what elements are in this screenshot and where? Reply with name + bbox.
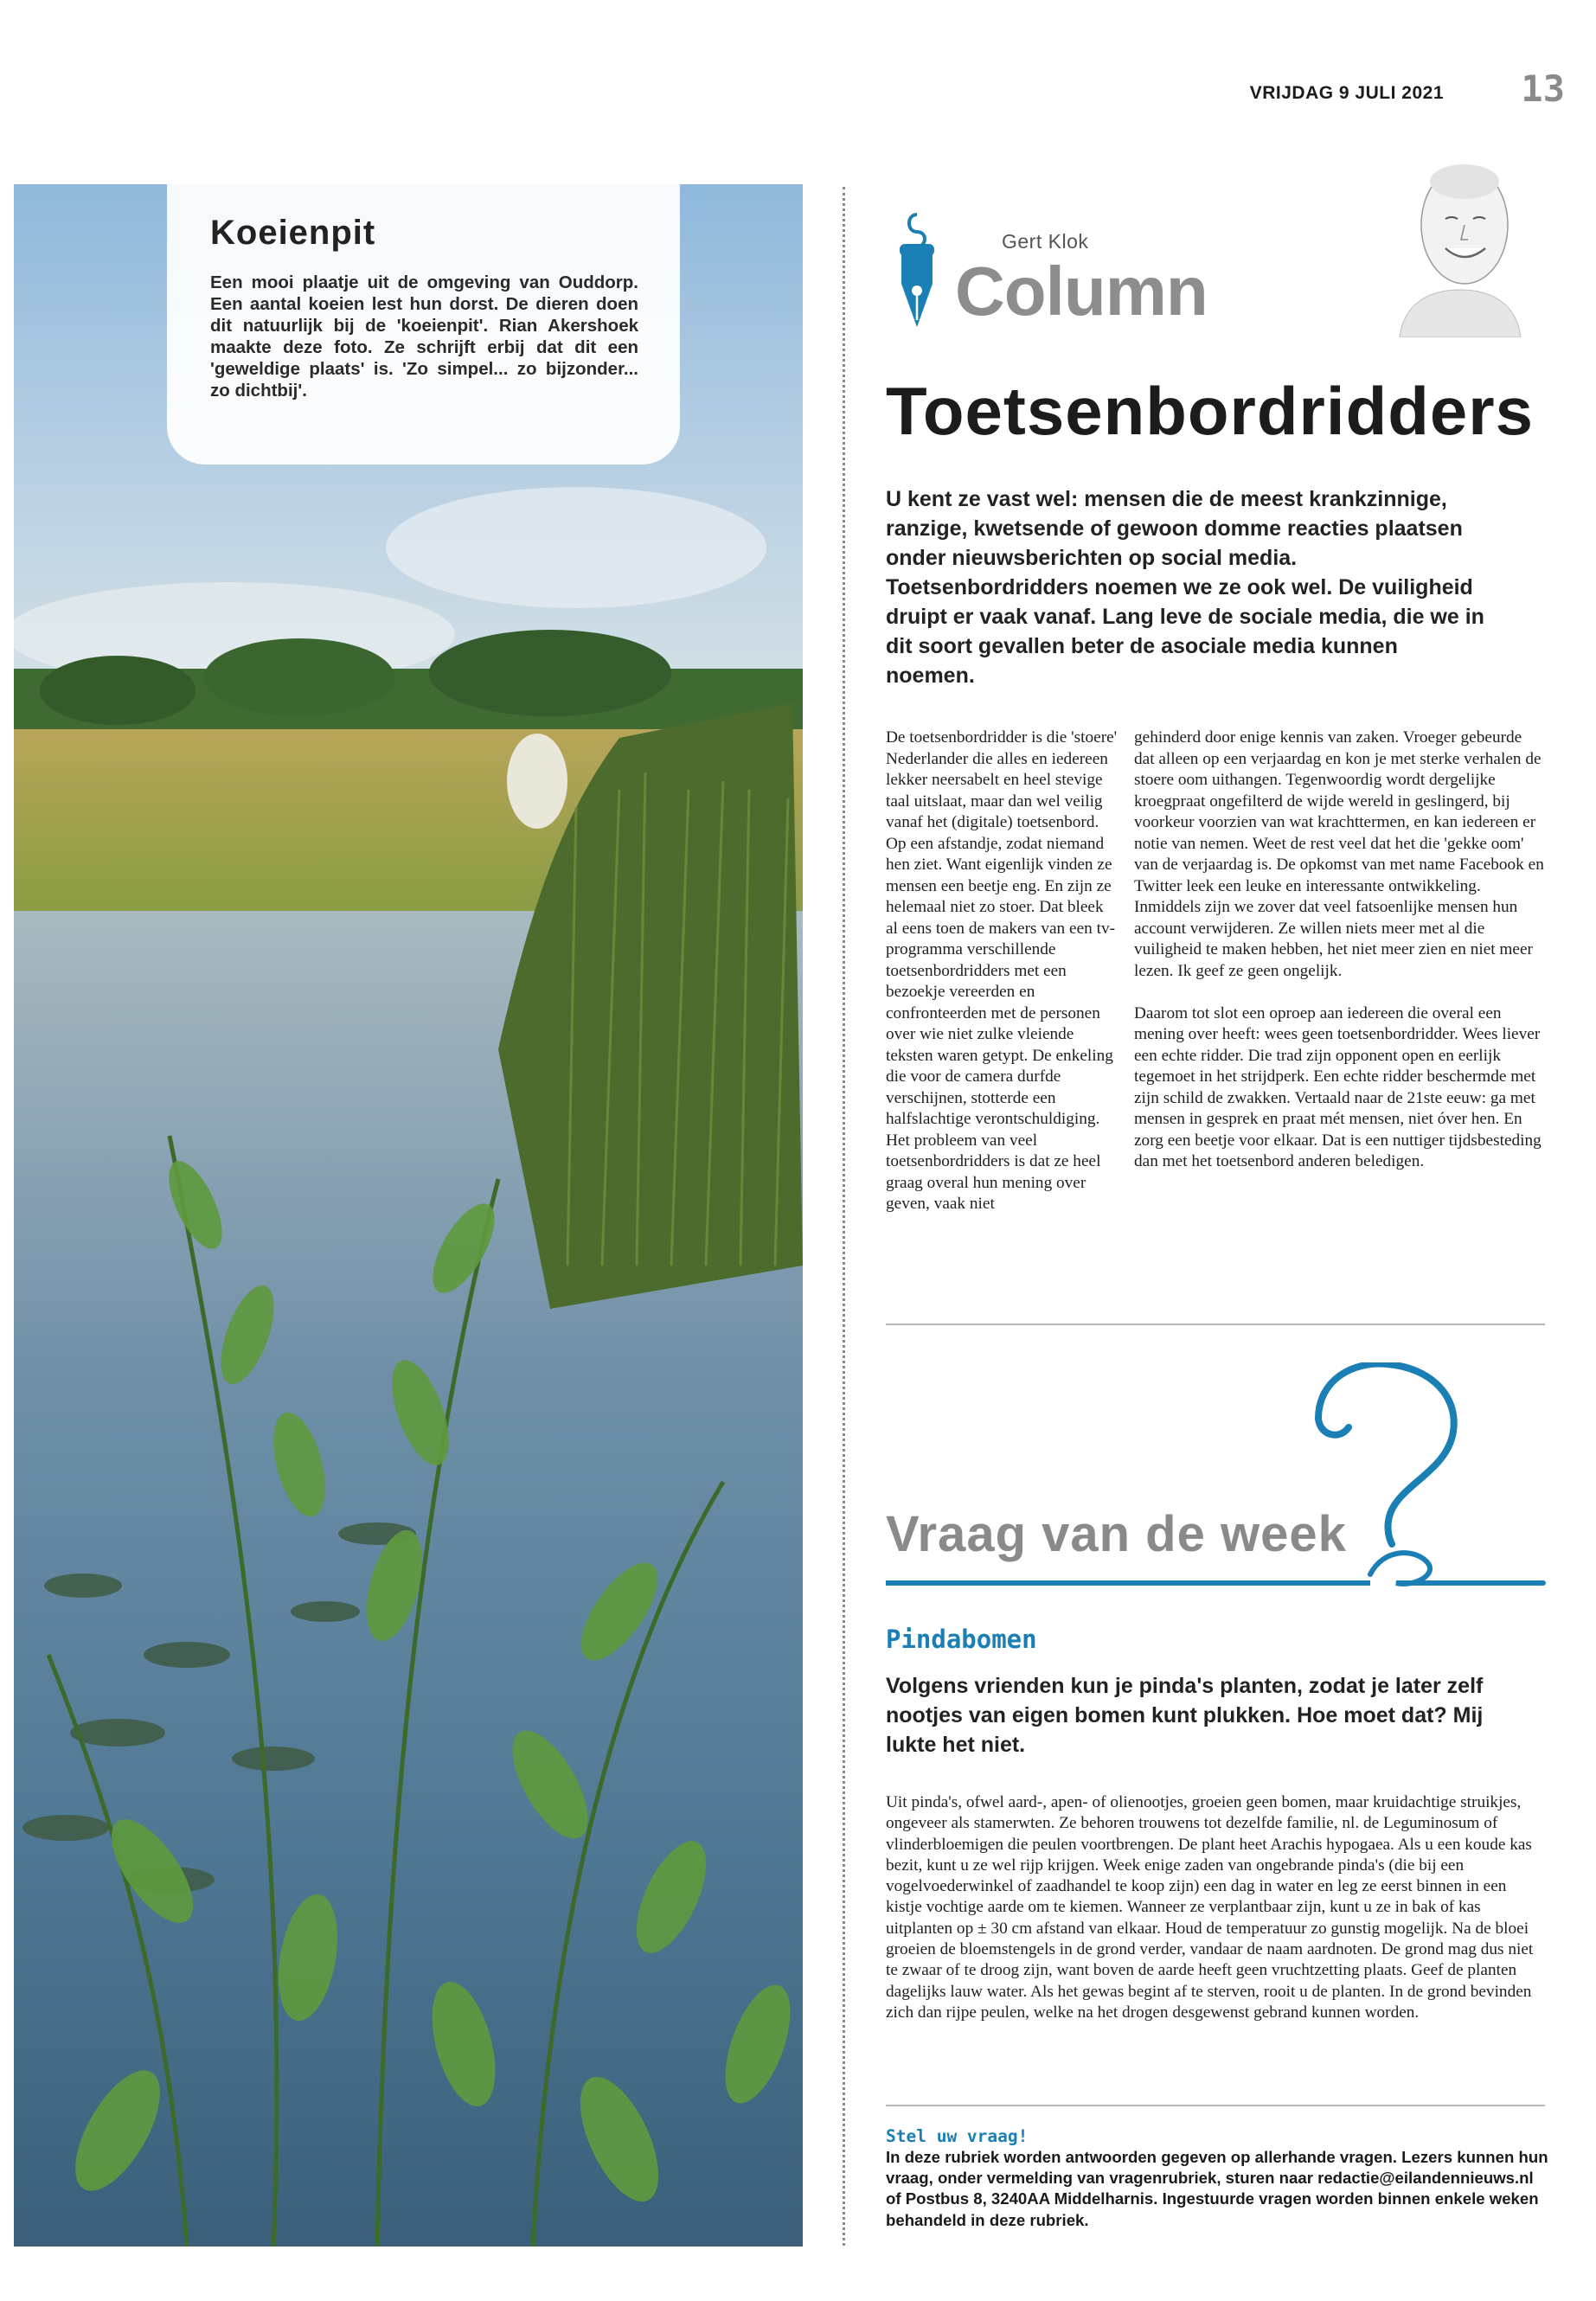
column-body-right	[1134, 727, 1545, 1173]
caption-title: Koeienpit	[210, 214, 376, 252]
column-body-paragraph: gehinderd door enige kennis van zaken. Vroeger gebeurde dat alleen op een verjaardag en kon je met sterke verhalen de stoere oom uithangen. Tegenwoordig wordt dergelijke kroegpraat ongefilterd de wijde wereld in geslingerd, bij voorkeur voorzien van wat krachttermen, en kan iedereen er notie van nemen. Weet de rest veel dat het die 'gekke oom' van de verjaardag is. De opkomst van met name Facebook en Twitter leek een leuke en interessante ontwikkeling. Inmiddels zijn we zover dat veel fatsoenlijke mensen hun account verwijderen. Ze willen niets meer met al die vuiligheid te maken hebben, het niet meer zien en niet meer lezen. Ik geef ze geen ongelijk.	[1134, 728, 1544, 980]
submit-question-title: Stel uw vraag!	[886, 2126, 1029, 2146]
column-label: Column	[955, 253, 1208, 330]
column-body-left	[886, 727, 1119, 1215]
landscape-photo	[14, 184, 803, 2247]
photo-caption-box	[167, 184, 680, 465]
column-body-paragraph: Daarom tot slot een oproep aan iedereen die overal een mening over heeft: wees geen toetsenbordridder. Wees liever een echte ridder. Die trad zijn opponent open en eerlijk tegemoet in het strijdperk. Een echte ridder beschermde met zijn schild de zwakken. Vertaald naar de 21ste eeuw: ga met mensen in gesprek en praat mét mensen, niet óver hen. En zorg een beetje voor elkaar. Dat is een nuttiger tijdsbesteding dan met het toetsenbord anderen beledigen.	[1134, 1003, 1542, 1170]
column-divider	[843, 187, 845, 2246]
section-title: Vraag van de week	[886, 1506, 1347, 1562]
question-text: Volgens vrienden kun je pinda's planten, zodat je later zelf nootjes van eigen bomen kunt plukken. Hoe moet dat? Mij lukte het niet.	[886, 1674, 1484, 1757]
section-divider	[886, 2105, 1545, 2106]
column-intro: U kent ze vast wel: mensen die de meest krankzinnige, ranzige, kwetsende of gewoon domme reacties plaatsen onder nieuwsberichten op social media. Toetsenbordridders noemen we ze ook wel. De vuiligheid druipt er vaak vanaf. Lang leve de sociale media, die we in dit soort gevallen beter de asociale media kunnen noemen.	[886, 487, 1484, 688]
dateline: VRIJDAG 9 JULI 2021	[1249, 83, 1444, 103]
submit-question-text: In deze rubriek worden antwoorden gegeven op allerhande vragen. Lezers kunnen hun vraag, onder vermelding van vragenrubriek, sturen naar redactie@eilandennieuws.nl of Postbus 8, 3240AA Middelharnis. Ingestuurde vragen worden binnen enkele weken behandeld in deze rubriek.	[886, 2148, 1548, 2229]
column-headline: Toetsenbordridders	[886, 373, 1534, 449]
question-title: Pindabomen	[886, 1625, 1037, 1654]
answer-text: Uit pinda's, ofwel aard-, apen- of olienootjes, groeien geen bomen, maar kruidachtige struikjes, ongeveer als stamerwten. Ze behoren trouwens tot dezelfde familie, nl. de Leguminosum of vlinderbloemigen die peulen voortbrengen. De plant heet Arachis hypogaea. Als u een koude kas bezit, kunt u ze wel rijp krijgen. Week enige zaden van ongebrande pinda's (die bij een vogelvoederwinkel of zaadhandel te koop zijn) een dag in water en leg ze eerst binnen in een kistje vochtige aarde om te kiemen. Wanneer ze verplantbaar zijn, kunt u ze in bak of kas uitplanten op ± 30 cm afstand van elkaar. Houd de temperatuur zo gunstig mogelijk. Na de bloei groeien de bloemstengels in de grond verder, vandaar de naam aardnoten. De grond mag dus niet te zwaar of te droog zijn, want boven de aarde heeft geen vruchtzetting plaats. Geef de planten dagelijks lauw water. Als het gewas begint af te sterven, rooit u de planten. In de grond bevinden zich dan rijpe peulen, welke na het drogen desgewenst gebrand kunnen worden.	[886, 1793, 1534, 2022]
column-body-paragraph: De toetsenbordridder is die 'stoere' Nederlander die alles en iedereen lekker neersabelt en heel stevige taal uitslaat, maar dan wel veilig vanaf het (digitale) toetsenbord. Op een afstandje, zodat niemand hen ziet. Want eigenlijk vinden ze mensen een beetje eng. En zijn ze helemaal niet zo stoer. Dat bleek al eens toen de makers van een tv-programma verschillende toetsenbordridders met een bezoekje vereerden en confronteerden met de personen over wie niet zulke vleiende teksten waren getypt. De enkeling die voor de camera durfde verschijnen, stotterde een halfslachtige verontschuldiging. Het probleem van veel toetsenbordridders is dat ze heel graag overal hun mening over geven, vaak niet	[886, 728, 1118, 1213]
author-portrait	[1395, 151, 1525, 337]
caption-text: Een mooi plaatje uit de omgeving van Ouddorp. Een aantal koeien lest hun dorst. De dieren doen dit natuurlijk bij de 'koeienpit'. Rian Akershoek maakte deze foto. Ze schrijft erbij dat dit een 'geweldige plaats' is. 'Zo simpel... zo bijzonder... zo dichtbij'.	[210, 272, 638, 401]
page-number: 13	[1521, 67, 1565, 110]
column-author: Gert Klok	[1002, 230, 1089, 253]
pen-mouse-icon	[882, 206, 943, 336]
section-divider	[886, 1324, 1545, 1325]
